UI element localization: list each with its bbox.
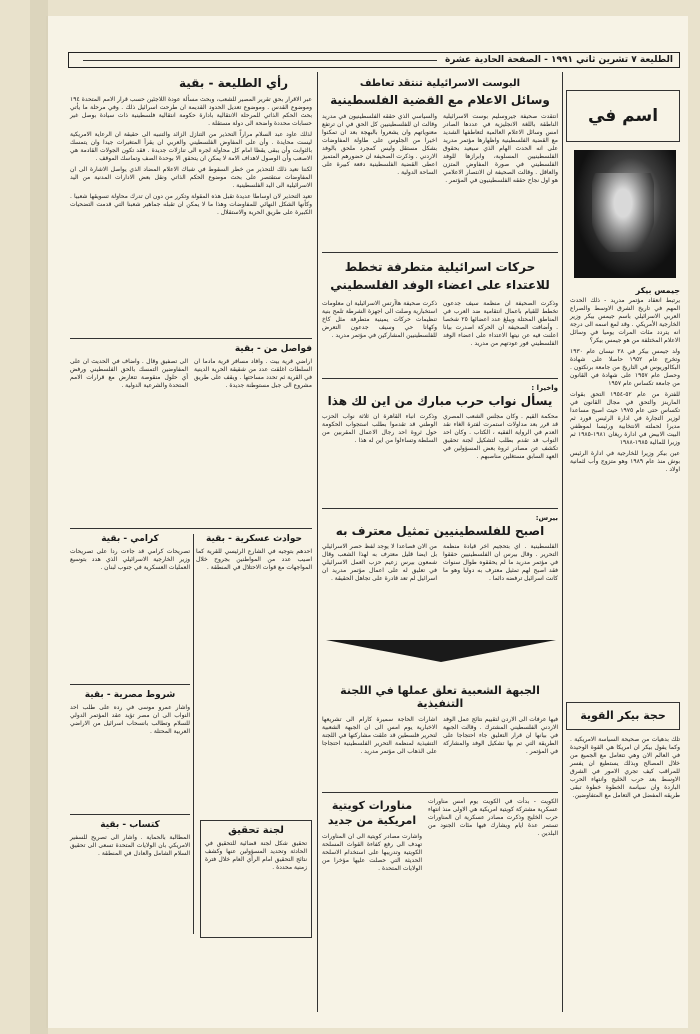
column-divider-left-inner <box>193 534 194 934</box>
karami-article <box>70 534 190 572</box>
column-divider-center <box>317 72 318 1012</box>
egypt-body: واشار عمرو موسى في رده على طلب احد النواب الى ان مصر تؤيد عقد المؤتمر الدولي للسلام وتطالب بانسحاب اسرائيل من الاراضي العربية المحتلة . <box>70 704 190 735</box>
profile-subhead: حجة بيكر القوية <box>580 709 666 722</box>
karami-title: كرامي - بقية <box>101 534 159 544</box>
karami-body: تصريحات كرامي قد جاءت ردا على تصريحات وزير الخارجية الاسرائيلي الذي هدد بتوسيع العمليات العسكرية في جنوب لبنان . <box>70 548 190 571</box>
editorial-body-2: لذلك عاود عبد السلام مراراً التحذير من التنازل الزائد والتنبيه الى حقيقة ان الرعاية الامريكية ليست محايدة . وأن على المفاوض الفلسطيني والعربي ان يقرأ المتغيرات جيدا وان يتمسك بالثوابت وأن يبقى يقظا امام كل محاولة لجره الى تنازلات جديدة . فقد تكون الجولات القادمة هي الاصعب وأن الوصول لاهداف الامة لا يمكن ان يتحقق الا بوحدة الصف وتماسك الموقف . <box>70 131 312 162</box>
chevron-divider <box>326 640 556 662</box>
front-article-col-1: فيها عرفات الى الاردن لتقييم نتائج عمل الوفد الاردني الفلسطيني المشترك . وقالت الجبهة في بيانها ان قرار التعليق جاء احتجاجا على الطريقة التي تم بها تشكيل الوفد والمشاركة في المؤتمر . <box>443 716 558 755</box>
attack-article <box>322 258 558 348</box>
page-header-dateline: الطليعة ٧ تشرين ثاني ١٩٩١ - الصفحة الحادية عشرة <box>444 55 673 65</box>
editorial-body-1: عبر الاقرار بحق تقرير المصير للشعب، وبحث مسألة عودة اللاجئين حسب قرار الامم المتحدة ١٩٤ وموضوع القدس . وموضوع تعديل الحدود القديمة ان طرحت اسرائيل ذلك . وفي مرحلة ما يأتي بحث الحكم الذاتي للمرحلة الانتقالية بادارة حكومة انتقالية فلسطينية ذات سيادة بوصل غير حسابات محددة واضحة الى دولة مستقلة . <box>70 96 312 127</box>
profile-para-1: يرتبط انعقاد مؤتمر مدريد - ذلك الحدث المهم في تاريخ الشرق الاوسط والصراع العربي الاسرائيلي باسم جيمس بيكر وزير الخارجية الأمريكي . وقد لمع اسمه الى درجة انه يتردد مئات المرات يوميا في وسائل الاعلام المختلفة من هو جيمس بيكر؟ <box>570 297 680 344</box>
negotiations-title: فواصل من - بقية <box>234 344 312 354</box>
rule-center-1 <box>322 252 558 253</box>
media-article-col-2: والسياسي الذي حققه الفلسطينيون في مدريد وقالت ان للفلسطينيين كل الحق في ان ترتفع معنوياتهم وان يشعروا بالبهجة بعد ان تمكنوا اخيرا من الجلوس على طاولة المفاوضات بشكل مستقل وليس كمجرد ملحق بالوفد الاردني . وذكرت الصحيفة ان حضورهم المتميز اعطى القضية الفلسطينية دفعة كبيرة على الساحة الدولية . <box>322 113 437 176</box>
front-article-columns <box>322 716 558 756</box>
media-article-title: وسائل الاعلام مع القضية الفلسطينية <box>330 93 550 107</box>
editorial-body-3: لكننا نعيد ذلك للتحذير من خطر السقوط في شباك الاعلام المضاد الذي يواصل الاشارة الى ان المفاوضات ستقتصر على بحث موضوع الحكم الذاتي ونقل بعض الادارات المدنية من اليد الاسرائيلية الى اليد الفلسطينية . <box>70 166 312 189</box>
kuwait-article-right <box>322 798 422 873</box>
inquiry-title: لجنة تحقيق <box>228 825 284 836</box>
military-title: حوادث عسكرية - بقية <box>206 534 302 544</box>
page-header-rule <box>83 60 437 61</box>
kuwait-article-col-2: واشارت مصادر كويتية الى ان المناورات تهدف الى رفع كفاءة القوات المسلحة الكويتية وتدريبها على استخدام الاسلحة الحديثة التي حصلت عليها مؤخرا من الولايات المتحدة . <box>322 833 422 872</box>
kuwait-article-col-1: الكويت - بدأت في الكويت يوم امس مناورات عسكرية مشتركة كويتية امريكية هي الاولى منذ انتهاء حرب الخليج وذكرت مصادر عسكرية ان المناورات تستمر عدة ايام ويشارك فيها مئات الجنود من البلدين . <box>428 798 558 837</box>
war-article-title: يسأل نواب حرب مبارك من اين لك هذا <box>327 394 553 408</box>
rule-center-3 <box>322 508 558 509</box>
economy-article <box>70 820 190 858</box>
negotiations-columns <box>70 358 312 390</box>
editorial <box>70 76 312 217</box>
egypt-title: شروط مصرية - بقية <box>84 690 176 700</box>
front-article <box>322 684 558 756</box>
attack-article-title: حركات اسرائيلية متطرفة تخطط للاعتداء على اعضاء الوفد الفلسطيني <box>330 260 550 292</box>
negotiations-col-2: الى تصفيق وقال . واضاف في الحديث ان على المفاوضين التمسك بالحق الفلسطيني ورفض أي حلول منقوصة تتعارض مع قرارات الامم المتحدة والشرعية الدولية . <box>70 358 188 389</box>
war-article <box>322 382 558 461</box>
page-header <box>68 52 680 68</box>
kuwait-article-title: مناورات كويتية امريكية من جديد <box>327 799 417 827</box>
war-article-columns <box>322 413 558 461</box>
inquiry-body: تحقيق شكل لجنة قضائية للتحقيق في الحادثة وتحديد المسؤولين عنها وكشف نتائج التحقيق امام الرأي العام خلال فترة زمنية محددة . <box>205 840 307 871</box>
inquiry-box <box>200 820 312 938</box>
profile-column <box>570 284 680 474</box>
column-divider-right <box>562 72 563 1012</box>
profile-para-2: ولد جيمس بيكر في ٢٨ نيسان عام ١٩٣٠ وتخرج عام ١٩٥٢ حاصلا على شهادة البكالوريوس في التاريخ من جامعة برنكتون . وحصل عام ١٩٥٧ على شهادة في القانون من جامعة تكساس عام ١٩٥٧ <box>570 348 681 387</box>
profile-para-4: عين بيكر وزيرا للخارجية في ادارة الرئيس بوش منذ عام ١٩٨٩ وهو متزوج وأب لثمانية اولاد . <box>570 450 680 473</box>
egypt-article <box>70 690 190 736</box>
attack-article-col-1: وذكرت الصحيفة ان منظمة سيف جدعون تخطط للقيام باعمال انتقامية ضد العرب في المناطق المحتلة ويبلغ عدد اعضائها ٢٥ شخصا . وأضافت الصحيفة ان الحركة اصدرت بيانا اعلنت فيه عن نيتها الاعتداء على اعضاء الوفد الفلسطيني فور عودتهم من مدريد . <box>443 300 558 347</box>
war-article-col-2: وذكرت انباء القاهرة ان ثلاثة نواب الحزب الوطني قد تقدموا بطلب استجواب الحكومة حول ثروة احد رجال الاعمال المقربين من السلطة وتساءلوا من اين له هذا . <box>322 413 437 444</box>
rule-center-4 <box>322 792 558 793</box>
attack-article-columns <box>322 300 558 348</box>
editorial-title: رأي الطليعة - بقية <box>178 76 288 90</box>
peres-article-title: اصبح للفلسطينيين تمثيل معترف به <box>335 524 545 538</box>
peres-article-col-2: من الان فصاعدا لا يوجد لفظ حصر الاسرائيلي بل ايضا قليل معترف به لهذا الشعب وقال شمعون بيرس زعيم حزب العمل الاسرائيلي في تعليق له على اعمال مؤتمر مدريد ان اسرائيل لم تعد قادرة على تجاهل الحقيقة . <box>322 543 437 582</box>
profile-column-2 <box>570 736 680 800</box>
peres-article-kicker: بيرس: <box>535 514 558 522</box>
negotiations-col-1: اراضي قرية بيت . وافاد مسافر قرية مادما ان السلطات اغلقت عدد من شقيقة الحرية الدينية في القرية ثم تحدد مساحتها . ويقف على طريق مشروع الى جبل مستوطنة جديدة . <box>194 358 312 389</box>
binding-spine <box>30 0 48 1034</box>
peres-article-col-1: الفلسطينية . اي بتحجيم اخر قيادة منظمة التحرير . وقال بيرس ان الفلسطينيين حققوا في مؤتمر مدريد ما لم يحققوه طوال سنوات فقد اصبح لهم تمثيل معترف به دوليا وهو ما كانت اسرائيل ترفضه دائما . <box>443 543 558 582</box>
peres-article <box>322 512 558 583</box>
profile-subhead-box <box>566 702 680 730</box>
military-article <box>196 534 312 572</box>
rule-center-2 <box>322 378 558 379</box>
war-article-col-1: محكمة القيم . وكان مجلس الشعب المصري قد قرر بعد مداولات استمرت لفترة الغاء نقد العدم في الرواية الفقيه ، الكتاب . وكان احد النواب قد تقدم بطلب لتشكيل لجنة تحقيق تكشف عن مصادر ثروة بعض المسؤولين في العهد السابق مستغلين مناصبهم . <box>443 413 558 460</box>
profile-para-3: للفترة من عام ٥٢-١٩٥٤ التحق بقوات المارينز والتحق في مجال القانون في تكساس حتى عام ١٩٧٥ حيث اصبح مساعدا لوزير التجارة في ادارة الرئيس فورد ثم مديرا لحملته الانتخابية ورئيسا لموظفي البيت الابيض في ادارة ريغان ١٩٨١-١٩٨٥ ثم وزيرا للمالية ١٩٨٥-١٩٨٨ <box>570 391 680 446</box>
media-article-col-1: انتقدت صحيفة جيروسليم بوست الاسرائيلية الناطقة باللغة الانجليزية في عددها الصادر امس وسائل الاعلام العالمية لتعاطفها الشديد مع القضية الفلسطينية واظهارها مؤتمر مدريد على انه الحدث الهام الذي سيعيد بحقوق الفلسطينيين المسلوبة، وابرازها للوفد الفلسطيني في صورة المفاوض المتزن والعاقل . وقالت الصحيفة ان الانتصار الاعلامي هو اول نجاح حققه الفلسطينيون في المؤتمر . <box>443 113 558 184</box>
front-article-col-2: اشارات الحاجة سميرة كارام الى تشريعها الاخبارية يوم امس الى ان الجبهة الشعبية لتحرير فلسطين قد علقت مشاركتها في اللجنة التنفيذية لمنظمة التحرير الفلسطينية احتجاجا على الذهاب الى مؤتمر مدريد . <box>322 716 437 755</box>
economy-title: كتساب - بقية <box>100 820 160 830</box>
rule-left-1 <box>70 338 312 339</box>
rule-left-3 <box>70 684 190 685</box>
media-article <box>322 78 558 185</box>
negotiations-article <box>70 344 312 390</box>
media-article-columns <box>322 113 558 185</box>
peres-article-columns <box>322 543 558 583</box>
profile-name: جيمس بيكر <box>635 286 680 295</box>
editorial-body-4: تعيد التحذير لان اوساطا عديدة تقبل هذه المقولة وتكرر من دون ان تدرك محاولة تسويقها شعبيا . وكأنها الشكل النهائي للمفاوضات وهذا ما لا يمكن ان تقبله جماهير شعبنا التي قدمت التضحيات الكبيرة على طريق الحرية والاستقلال . <box>70 193 312 216</box>
rule-left-2 <box>70 528 312 529</box>
war-article-kicker: واخيرا : <box>531 384 558 392</box>
media-article-kicker: البوست الاسرائيلية تنتقد تعاطف <box>359 78 521 89</box>
military-body: احدهم بتوجيه في الشارع الرئيسي للقرية كما اصيب عدد من المواطنين بجروح خلال المواجهات مع قوات الاحتلال في المنطقة . <box>196 548 312 571</box>
profile-title: اسم في <box>587 106 659 126</box>
attack-article-col-2: ذكرت صحيفة هاآرتس الاسرائيلية ان معلومات استخبارية وصلت الى اجهزة الشرطة تلمح بنية تنظيمات حركات يمينية متطرفة مثل كاخ وكهانا حي وسيف جدعون التعرض للفلسطينيين المشاركين في مؤتمر مدريد . <box>322 300 437 339</box>
front-article-title: الجبهة الشعبية تعلق عملها في اللجنة التنفيذية <box>340 684 540 710</box>
kuwait-article-columns <box>322 798 558 873</box>
kuwait-article <box>322 798 558 873</box>
rule-left-4 <box>70 814 190 815</box>
profile-title-box <box>566 90 680 142</box>
profile-para-5: تلك بدهيات من صحيحة السياسة الامريكية . وكما يقول بيكر ان امريكا هي القوة الوحيدة في العالم الان وهي تتعامل مع الجميع من خلال المصالح وبذلك يستطيع ان يفسر للمراقب كيف تجري الامور في الشرق الاوسط بعد حرب الخليج وانتهاء الحرب الباردة وان سياسة الخطوة خطوة تبقى طريقه المفضل في التعامل مع المتفاوضين. <box>570 736 680 799</box>
economy-body: المطالبة بالحماية . واشار الى تصريح للسفير الامريكي بان الولايات المتحدة تسعى الى تحقيق السلام الشامل والعادل في المنطقة . <box>70 834 190 857</box>
portrait-photo <box>574 150 676 278</box>
